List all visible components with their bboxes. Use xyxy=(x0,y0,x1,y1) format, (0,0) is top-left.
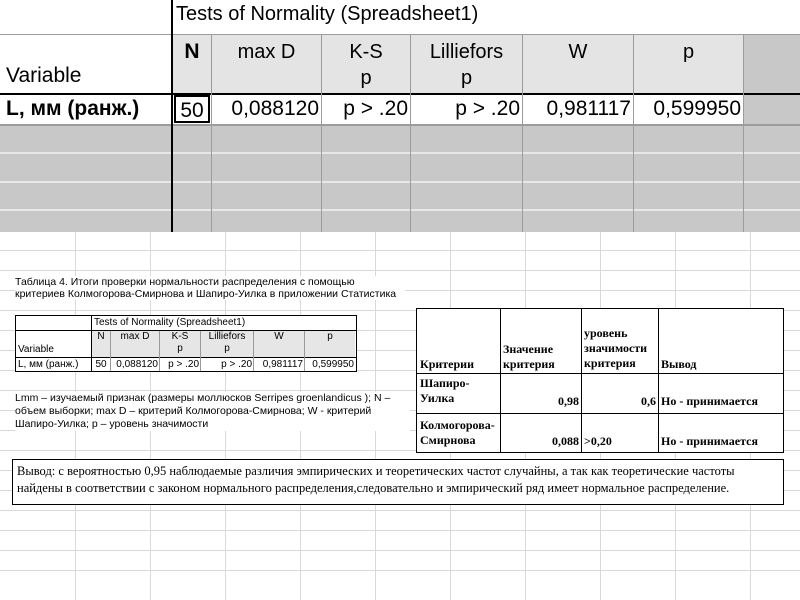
slide-area xyxy=(0,232,800,600)
column-header-lilliefors-p-label: Lilliefors p xyxy=(429,41,504,89)
criteria-table xyxy=(416,308,784,453)
column-header-p[interactable] xyxy=(634,35,743,93)
grid-line xyxy=(522,34,523,232)
criteria-row-conclusion: Но - принимается xyxy=(661,394,758,408)
spreadsheet-title: Tests of Normality (Spreadsheet1) xyxy=(176,3,479,25)
grid-line xyxy=(0,209,800,211)
mini-cell-max-d: 0,088120 xyxy=(116,359,158,370)
column-header-ks-p-label: K-S p xyxy=(349,41,383,89)
conclusion-box: Вывод: с вероятностью 0,95 наблюдаемые различия эмпирических и теоретических частот случайны, а так как теоретические частоты найдены в соответствии с законом нормального распределения,следовательно и эмпирический ряд имеет нормальное распределение. xyxy=(12,459,784,505)
bg-grid-line xyxy=(0,250,800,251)
column-header-n[interactable] xyxy=(173,35,211,93)
criteria-grid-line xyxy=(500,309,501,452)
bg-grid-line xyxy=(0,270,800,271)
grid-line xyxy=(171,0,173,232)
column-header-lilliefors-p[interactable] xyxy=(411,35,522,93)
row-header-label: Variable xyxy=(6,64,82,87)
grid-line xyxy=(410,34,411,232)
mini-column-n: N xyxy=(97,331,105,342)
mini-column-max-d: max D xyxy=(120,331,150,342)
criteria-row-name: Шапиро-Уилка xyxy=(420,376,470,405)
criteria-header-name: Критерии xyxy=(420,357,475,371)
column-header-n-label: N xyxy=(184,40,200,63)
grid-line xyxy=(0,152,800,154)
bg-grid-line xyxy=(0,510,800,511)
bg-grid-line xyxy=(0,530,800,531)
empty-column xyxy=(744,35,800,125)
grid-line xyxy=(0,181,800,183)
cell-max-d[interactable]: 0,088120 xyxy=(231,97,319,120)
criteria-grid-line xyxy=(581,309,582,452)
mini-grid-line xyxy=(16,330,356,331)
criteria-header-level: уровень значимости критерия xyxy=(584,326,648,370)
criteria-row-level: 0,6 xyxy=(641,394,656,408)
criteria-header-value: Значение критерия xyxy=(503,342,555,371)
mini-cell-ks-p: p > .20 xyxy=(168,359,199,370)
criteria-row-conclusion: Но - принимается xyxy=(661,434,758,448)
criteria-row-level: >0,20 xyxy=(584,434,612,448)
grid-line xyxy=(211,34,212,232)
criteria-header-conclusion: Вывод xyxy=(661,357,697,371)
grid-line xyxy=(0,124,800,126)
cell-p[interactable]: 0,599950 xyxy=(653,97,741,120)
mini-table-title: Tests of Normality (Spreadsheet1) xyxy=(94,317,246,328)
mini-column-w: W xyxy=(274,331,284,342)
bg-grid-line xyxy=(0,570,800,571)
mini-normality-table xyxy=(15,315,357,372)
abbreviations-note: Lmm – изучаемый признак (размеры моллюсков Serripes groenlandicus ); N – объем выборки; max D – критерий Колмогорова-Смирнова; W - критерий Шапиро-Уилка; p – уровень значимости xyxy=(15,392,410,431)
criteria-row-value: 0,088 xyxy=(552,434,579,448)
normality-spreadsheet xyxy=(0,0,800,232)
mini-row-variable: L, мм (ранж.) xyxy=(18,359,79,370)
criteria-row-value: 0,98 xyxy=(558,394,579,408)
criteria-grid-line xyxy=(417,413,783,414)
mini-column-p: p xyxy=(327,331,333,342)
bg-grid-line xyxy=(0,550,800,551)
criteria-grid-line xyxy=(658,309,659,452)
column-header-max-d[interactable] xyxy=(212,35,321,93)
grid-line xyxy=(743,34,744,232)
criteria-row-name: Колмогорова-Смирнова xyxy=(420,418,495,447)
column-header-w[interactable] xyxy=(523,35,633,93)
row-variable[interactable]: L, мм (ранж.) xyxy=(6,97,140,120)
column-header-max-d-label: max D xyxy=(237,41,296,63)
mini-cell-n: 50 xyxy=(95,359,107,370)
column-header-p-label: p xyxy=(682,41,695,63)
cell-lilliefors-p[interactable]: p > .20 xyxy=(455,97,520,120)
mini-cell-lilliefors-p: p > .20 xyxy=(221,359,252,370)
mini-cell-w: 0,981117 xyxy=(262,359,303,370)
empty-rows xyxy=(0,125,800,232)
grid-line xyxy=(633,34,634,232)
mini-column-ks-p: K-S p xyxy=(171,331,189,354)
cell-ks-p[interactable]: p > .20 xyxy=(343,97,408,120)
cell-n[interactable]: 50 xyxy=(174,95,210,123)
grid-line xyxy=(0,34,800,35)
column-header-ks-p[interactable] xyxy=(322,35,410,93)
grid-line xyxy=(321,34,322,232)
mini-column-lilliefors-p: Lilliefors p xyxy=(208,331,246,354)
mini-row-header-label: Variable xyxy=(18,344,54,355)
mini-cell-p: 0,599950 xyxy=(312,359,354,370)
mini-grid-line xyxy=(16,357,356,358)
cell-w[interactable]: 0,981117 xyxy=(546,97,631,120)
column-header-w-label: W xyxy=(568,41,588,63)
table-caption: Таблица 4. Итоги проверки нормальности распределения с помощью критериев Колмогорова-Смирнова и Шапиро-Уилка в приложении Статистика xyxy=(15,276,405,300)
criteria-grid-line xyxy=(417,373,783,374)
